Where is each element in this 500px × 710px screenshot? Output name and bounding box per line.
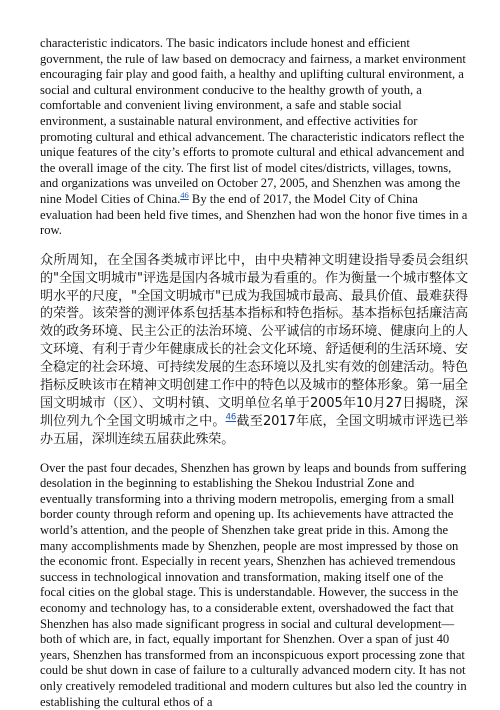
paragraph-text: 截至2017年底，全国文明城市评选已举办五届，深圳连续五届获此殊荣。 xyxy=(40,413,468,447)
paragraph-text: By the end of 2017, the Model City of China evaluation had been held five times, and Shenzhen had won the honor five times in a row. xyxy=(40,191,468,238)
document-page xyxy=(40,36,468,710)
paragraph-english-1 xyxy=(40,36,468,239)
footnote-link[interactable]: 46 xyxy=(180,189,189,200)
paragraph-text: Over the past four decades, Shenzhen has grown by leaps and bounds from suffering desolation in the beginning to establishing the Shekou Industrial Zone and eventually transforming into a thriving modern metropolis, emerging from a small border county through reform and opening up. Its achievements have attracted the world’s attention, and the people of Shenzhen take great pride in this. Among the many accomplishments made by Shenzhen, people are most impressed by those on the economic front. Especially in recent years, Shenzhen has achieved tremendous success in technological innovation and transformation, making itself one of the focal cities on the global stage. This is understandable. However, the success in the economy and technology has, to a considerable extent, overshadowed the fact that Shenzhen has also made significant progress in social and cultural development—both of which are, in fact, equally important for Shenzhen. Over a span of just 40 years, Shenzhen has transformed from an inconspicuous export processing zone that could be shut down in case of failure to a culturally advanced modern city. It has not only creatively remodeled traditional and modern cultures but also led the country in establishing the cultural ethos of a xyxy=(40,460,467,709)
paragraph-english-2 xyxy=(40,461,468,710)
paragraph-chinese xyxy=(40,252,468,449)
footnote-link[interactable]: 46 xyxy=(225,412,237,423)
paragraph-text: characteristic indicators. The basic indicators include honest and efficient government, the rule of law based on democracy and fairness, a market environment encouraging fair play and good faith, a healthy and uplifting cultural environment, a social and cultural environment conducive to the healthy growth of youth, a comfortable and convenient living environment, a safe and stable social environment, a sustainable natural environment, and effective activities for promoting cultural and ethical advancement. The characteristic indicators reflect the unique features of the city’s efforts to promote cultural and ethical advancement and the overall image of the city. The first list of model cites/districts, villages, towns, and organizations was unveiled on October 27, 2005, and Shenzhen was among the nine Model Cities of China. xyxy=(40,36,466,206)
paragraph-text: 众所周知，在全国各类城市评比中，由中央精神文明建设指导委员会组织的"全国文明城市"评选是国内各城市最为看重的。作为衡量一个城市整体文明水平的尺度，"全国文明城市"已成为我国城市最高、最具价值、最难获得的荣誉。该荣誉的测评体系包括基本指标和特色指标。基本指标包括廉洁高效的政务环境、民主公正的法治环境、公平诚信的市场环境、健康向上的人文环境、有利于青少年健康成长的社会文化环境、舒适便利的生活环境、安全稳定的社会环境、可持续发展的生态环境以及扎实有效的创建活动。特色指标反映该市在精神文明创建工作中的特色以及城市的整体形象。第一届全国文明城市（区）、文明村镇、文明单位名单于2005年10月27日揭晓，深圳位列九个全国文明城市之中。 xyxy=(40,252,468,429)
